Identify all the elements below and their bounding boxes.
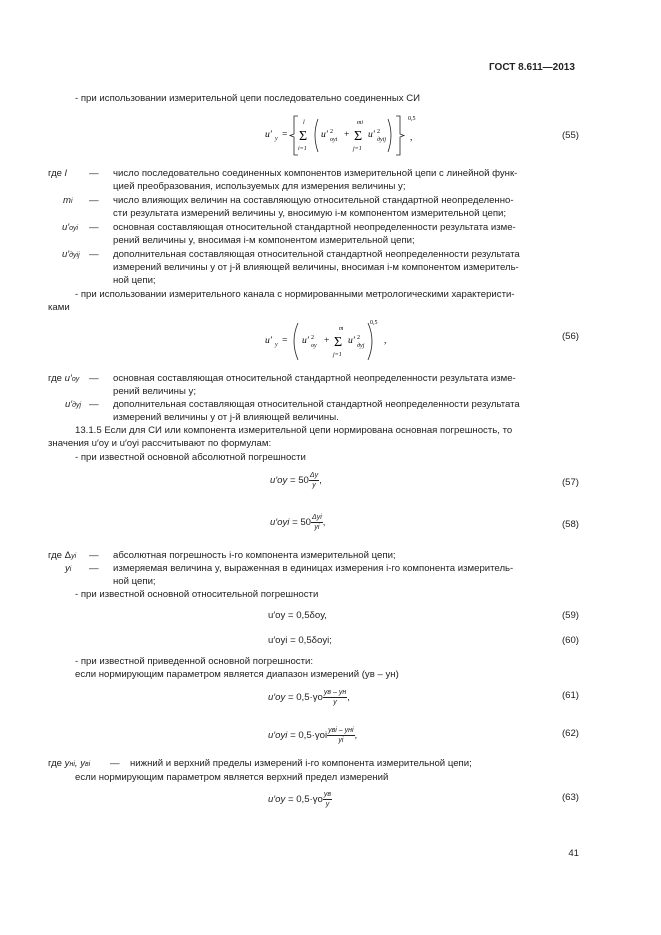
svg-text:j=1: j=1 — [333, 352, 342, 358]
equation-61-lhs: u′oy — [268, 692, 286, 704]
equation-55-number: (55) — [561, 130, 579, 141]
def-text: сти результата измерений величины y, вносимую i-м компонентом измерительной цепи; — [113, 208, 507, 219]
equation-55-graphic — [250, 113, 490, 158]
equation-61-numerator: yв – yн — [323, 689, 347, 696]
svg-text:+: + — [324, 335, 330, 346]
equation-63-number: (63) — [561, 792, 579, 803]
equation-57-numerator: Δy — [309, 472, 319, 479]
svg-text:y: y — [275, 342, 278, 348]
svg-text:дyj: дyj — [357, 343, 365, 349]
equation-62-coef: 0,5·γoi — [298, 730, 328, 742]
def-symbol: u′дyj — [65, 399, 82, 410]
svg-text:=: = — [282, 129, 288, 140]
equation-62: u′oyi = 0,5·γoi $\frac{\text{yвi – yнi}}{yi}$ , — [268, 727, 358, 744]
def-text: ной цепи; — [113, 275, 156, 286]
equation-58-numerator: Δyi — [312, 514, 322, 521]
intro-reduced-error: - при известной приведенной основной погрешности: — [75, 656, 314, 667]
svg-text:Σ: Σ — [334, 335, 343, 350]
def-symbol: mi — [63, 195, 73, 206]
def-text: измеряемая величина y, выраженная в единицах измерения i-го компонента измеритель- — [113, 563, 514, 574]
equation-56-graphic — [250, 318, 450, 363]
equation-62-denominator: yi — [338, 737, 344, 744]
def-symbol: u′дyij — [62, 249, 80, 260]
equation-57-lhs: u′oy — [270, 475, 288, 487]
equation-62-numerator: yвi – yнi — [328, 727, 354, 734]
intro-channel-cont: ками — [48, 302, 70, 313]
equation-63-lhs: u′oy — [268, 794, 286, 806]
svg-text:u′: u′ — [265, 335, 272, 346]
svg-text:u′: u′ — [368, 129, 375, 140]
svg-text:Σ: Σ — [354, 129, 363, 144]
equation-63-numerator: yв — [323, 791, 332, 798]
svg-text:oyi: oyi — [330, 137, 338, 143]
svg-text:2: 2 — [357, 335, 360, 341]
svg-text:i=1: i=1 — [298, 146, 307, 152]
intro-relative-error: - при известной основной относительной погрешности — [75, 589, 319, 600]
def-symbol: u′oyi — [62, 222, 79, 233]
svg-text:m: m — [339, 326, 344, 332]
svg-text:,: , — [384, 335, 387, 346]
svg-text:=: = — [282, 335, 288, 346]
def-text: измерений величины y от j-й влияющей величины, вносимая i-м компонентом измеритель- — [113, 262, 519, 273]
svg-text:mi: mi — [357, 120, 363, 126]
def-symbol: где l — [48, 168, 67, 179]
svg-text:2: 2 — [311, 335, 314, 341]
equation-58-denominator: yi — [314, 524, 320, 531]
intro-serial-chain: - при использовании измерительной цепи последовательно соединенных СИ — [75, 93, 421, 104]
svg-text:2: 2 — [330, 129, 333, 135]
equation-59-number: (59) — [561, 610, 579, 621]
equation-59: u′oy = 0,5δoy, — [268, 610, 327, 621]
equation-61-number: (61) — [561, 690, 579, 701]
svg-text:u′: u′ — [348, 335, 355, 346]
def-text: рений величины y; — [113, 386, 196, 397]
equation-58: u′oyi = 50 $\frac{\text{Δyi}}{yi}$ , — [270, 514, 326, 531]
svg-text:u′: u′ — [302, 335, 309, 346]
svg-text:0,5: 0,5 — [408, 116, 416, 122]
clause-13-1-5: 13.1.5 Если для СИ или компонента измерительной цепи нормирована основная погрешность, то — [75, 425, 513, 436]
svg-text:,: , — [410, 132, 413, 143]
def-text: измерений величины y от j-й влияющей величины. — [113, 412, 339, 423]
svg-text:2: 2 — [377, 129, 380, 135]
intro-absolute-error: - при известной основной абсолютной погрешности — [75, 452, 306, 463]
svg-text:+: + — [344, 129, 350, 140]
def-text: цией преобразования, используемых для измерения величины y; — [113, 181, 406, 192]
svg-text:u′: u′ — [321, 129, 328, 140]
equation-63-denominator: y — [325, 801, 330, 808]
equation-60: u′oyi = 0,5δoyi; — [268, 635, 332, 646]
equation-58-coef: 50 — [300, 517, 312, 529]
equation-57-coef: 50 — [298, 475, 309, 487]
standard-header: ГОСТ 8.611—2013 — [489, 62, 575, 73]
def-symbol: где Δyi — [48, 550, 77, 561]
def-text: дополнительная составляющая относительной стандартной неопределенности результата — [113, 399, 520, 410]
svg-text:Σ: Σ — [299, 129, 308, 144]
def-text: число последовательно соединенных компонентов измерительной цепи с линейной функ- — [113, 168, 518, 179]
intro-upper-limit: если нормирующим параметром является верхний предел измерений — [75, 772, 389, 783]
equation-57: u′oy = 50 $\frac{\Delta y}{y}$ , — [270, 472, 322, 489]
equation-60-number: (60) — [561, 635, 579, 646]
equation-58-lhs: u′oyi — [270, 517, 290, 529]
def-symbol: где yнi, yвi — [48, 758, 91, 769]
intro-channel: - при использовании измерительного канала с нормированными метрологическими характеристи- — [75, 289, 515, 300]
def-text: абсолютная погрешность i-го компонента измерительной цепи; — [113, 550, 396, 561]
def-symbol: yi — [65, 563, 72, 574]
equation-61-coef: 0,5·γo — [296, 692, 323, 704]
equation-56 — [250, 318, 450, 363]
equation-62-lhs: u′oyi — [268, 730, 288, 742]
def-text: рений величины y, вносимая i-м компонентом измерительной цепи; — [113, 235, 415, 246]
svg-text:oy: oy — [311, 343, 317, 349]
def-text: дополнительная составляющая относительной стандартной неопределенности результата — [113, 249, 520, 260]
equation-55 — [250, 113, 490, 158]
def-text: нижний и верхний пределы измерений i-го компонента измерительной цепи; — [130, 758, 472, 769]
def-text: основная составляющая относительной стандартной неопределенности результата изме- — [113, 373, 516, 384]
svg-text:0,5: 0,5 — [370, 320, 378, 326]
def-symbol: где u′oy — [48, 373, 80, 384]
equation-63-coef: 0,5·γo — [296, 794, 323, 806]
equation-58-number: (58) — [561, 519, 579, 530]
def-text: ной цепи; — [113, 576, 156, 587]
def-text: число влияющих величин на составляющую относительной стандартной неопределенно- — [113, 195, 514, 206]
equation-61-denominator: y — [333, 699, 337, 706]
svg-text:l: l — [303, 120, 305, 126]
svg-text:y: y — [275, 136, 278, 142]
equation-56-number: (56) — [561, 331, 579, 342]
intro-range-param: если нормирующим параметром является диапазон измерений (yв – yн) — [75, 669, 399, 680]
equation-57-denominator: y — [312, 482, 316, 489]
svg-text:дyij: дyij — [377, 137, 387, 143]
equation-63: u′oy = 0,5·γo $\frac{yв}{y}$ — [268, 791, 332, 808]
clause-13-1-5-cont: значения u′oy и u′oyi рассчитывают по формулам: — [48, 438, 272, 449]
equation-62-number: (62) — [561, 728, 579, 739]
def-text: основная составляющая относительной стандартной неопределенности результата изме- — [113, 222, 516, 233]
page-number: 41 — [568, 848, 579, 859]
equation-57-number: (57) — [561, 477, 579, 488]
equation-61: u′oy = 0,5·γo $\frac{yв - yн}{y}$ , — [268, 689, 350, 706]
svg-text:j=1: j=1 — [353, 146, 362, 152]
svg-text:u′: u′ — [265, 129, 272, 140]
